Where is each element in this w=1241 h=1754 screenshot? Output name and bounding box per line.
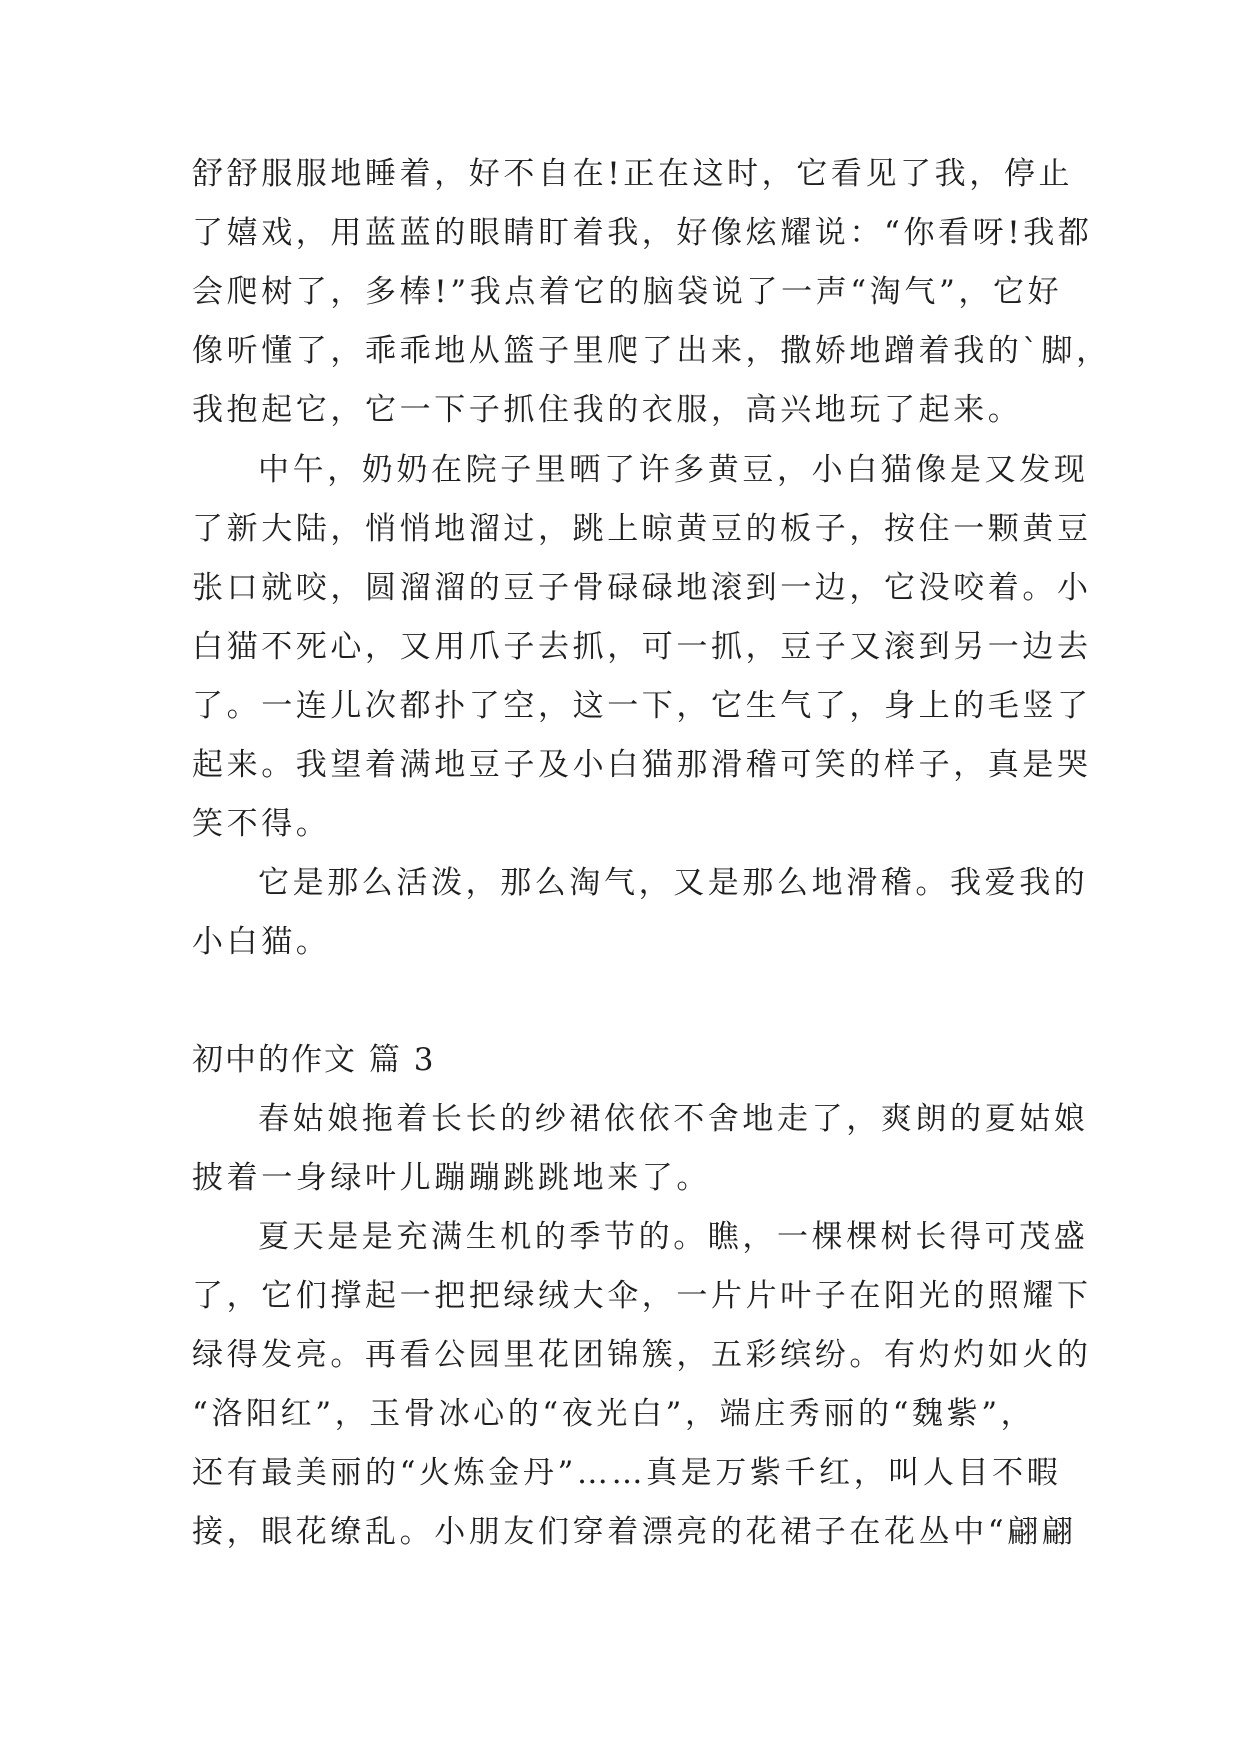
body-text-line: 了新大陆，悄悄地溜过，跳上晾黄豆的板子，按住一颗黄豆 xyxy=(192,511,1092,547)
body-text-line: 起来。我望着满地豆子及小白猫那滑稽可笑的样子，真是哭 xyxy=(192,747,1092,783)
body-text-line: 像听懂了，乖乖地从篮子里爬了出来，撒娇地蹭着我的`脚， xyxy=(192,333,1111,369)
body-text-line: 接，眼花缭乱。小朋友们穿着漂亮的花裙子在花丛中“翩翩 xyxy=(192,1514,1077,1550)
body-text-line: 笑不得。 xyxy=(192,806,331,842)
body-text-line: 还有最美丽的“火炼金丹”……真是万紫千红，叫人目不暇 xyxy=(192,1455,1062,1491)
section-heading: 初中的作文 篇 3 xyxy=(192,1042,436,1078)
body-text-line: 披着一身绿叶儿蹦蹦跳跳地来了。 xyxy=(192,1160,711,1196)
body-text-line: 舒舒服服地睡着，好不自在!正在这时，它看见了我，停止 xyxy=(192,156,1074,192)
body-text-line: 张口就咬，圆溜溜的豆子骨碌碌地滚到一边，它没咬着。小 xyxy=(192,570,1092,606)
body-text-line: “洛阳红”，玉骨冰心的“夜光白”，端庄秀丽的“魏紫”， xyxy=(192,1396,1036,1432)
body-text-line: 我抱起它，它一下子抓住我的衣服，高兴地玩了起来。 xyxy=(192,392,1023,428)
body-text-line: 会爬树了，多棒!”我点着它的脑袋说了一声“淘气”，它好 xyxy=(192,274,1063,310)
paragraph-first-line: 中午，奶奶在院子里晒了许多黄豆，小白猫像是又发现 xyxy=(258,452,1089,488)
paragraph-first-line: 它是那么活泼，那么淘气，又是那么地滑稽。我爱我的 xyxy=(258,865,1089,901)
body-text-line: 白猫不死心，又用爪子去抓，可一抓，豆子又滚到另一边去 xyxy=(192,629,1092,665)
paragraph-first-line: 春姑娘拖着长长的纱裙依依不舍地走了，爽朗的夏姑娘 xyxy=(258,1101,1089,1137)
body-text-line: 了，它们撑起一把把绿绒大伞，一片片叶子在阳光的照耀下 xyxy=(192,1278,1092,1314)
paragraph-first-line: 夏天是是充满生机的季节的。瞧，一棵棵树长得可茂盛 xyxy=(258,1219,1089,1255)
body-text-line: 小白猫。 xyxy=(192,924,331,960)
body-text-line: 了。一连儿次都扑了空，这一下，它生气了，身上的毛竖了 xyxy=(192,688,1092,724)
body-text-line: 了嬉戏，用蓝蓝的眼睛盯着我，好像炫耀说：“你看呀!我都 xyxy=(192,215,1093,251)
body-text-line: 绿得发亮。再看公园里花团锦簇，五彩缤纷。有灼灼如火的 xyxy=(192,1337,1092,1373)
